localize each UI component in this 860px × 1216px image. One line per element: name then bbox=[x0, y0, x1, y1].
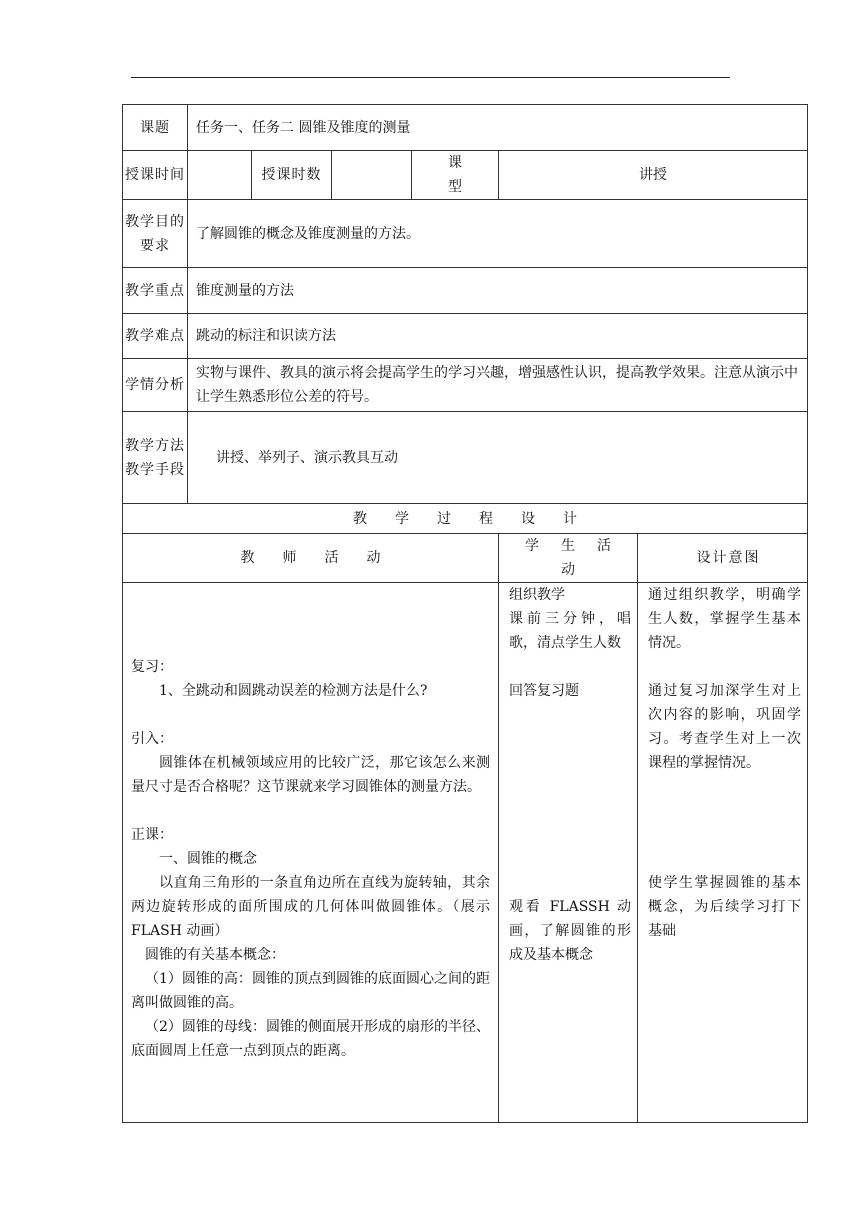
intro-label: 引入： bbox=[131, 731, 173, 747]
type-label: 课 型 bbox=[412, 151, 499, 200]
difficulty-label: 教学难点 bbox=[123, 314, 188, 359]
type-value: 讲授 bbox=[499, 151, 808, 200]
row-process-headers bbox=[123, 534, 808, 583]
row-method bbox=[123, 412, 808, 504]
lesson-plan-table bbox=[122, 104, 808, 1123]
objective-label: 教学目的要求 bbox=[123, 200, 188, 268]
method-value: 讲授、举列子、演示教具互动 bbox=[188, 412, 808, 504]
header-rule bbox=[131, 77, 730, 78]
student-activity bbox=[499, 583, 638, 1123]
time-value bbox=[188, 151, 252, 200]
basic-concepts-heading: 圆锥的有关基本概念： bbox=[145, 947, 285, 963]
student-item-2: 课前三分钟，唱歌，清点学生人数 bbox=[509, 611, 631, 651]
row-objective bbox=[123, 200, 808, 268]
row-process-title bbox=[123, 504, 808, 534]
topic-value: 任务一、任务二 圆锥及锥度的测量 bbox=[188, 105, 808, 151]
review-label: 复习： bbox=[131, 659, 173, 675]
intro-text: 圆锥体在机械领域应用的比较广泛，那它该怎么来测量尺寸是否合格呢？这节课就来学习圆锥体的测量方法。 bbox=[131, 755, 490, 795]
col-intent-header: 设计意图 bbox=[638, 534, 808, 583]
row-difficulty bbox=[123, 314, 808, 359]
row-analysis bbox=[123, 359, 808, 412]
col-student-header: 学生活动 bbox=[499, 534, 638, 583]
row-time bbox=[123, 151, 808, 200]
student-item-3: 回答复习题 bbox=[509, 683, 579, 699]
objective-value: 了解圆锥的概念及锥度测量的方法。 bbox=[188, 200, 808, 268]
intent-item-3: 使学生掌握圆锥的基本概念，为后续学习打下基础 bbox=[648, 875, 801, 939]
row-process-body bbox=[123, 583, 808, 1123]
concept-item-2: （2）圆锥的母线：圆锥的侧面展开形成的扇形的半径、底面圆周上任意一点到顶点的距离。 bbox=[131, 1019, 490, 1059]
review-question: 1、全跳动和圆跳动误差的检测方法是什么? bbox=[159, 683, 428, 699]
row-key bbox=[123, 268, 808, 314]
method-label: 教学方法教学手段 bbox=[123, 412, 188, 504]
concept-item-1: （1）圆锥的高：圆锥的顶点到圆锥的底面圆心之间的距离叫做圆锥的高。 bbox=[131, 971, 490, 1011]
key-label: 教学重点 bbox=[123, 268, 188, 314]
process-title: 教学过程设计 bbox=[123, 504, 808, 534]
row-topic bbox=[123, 105, 808, 151]
topic-label: 课题 bbox=[123, 105, 188, 151]
analysis-value: 实物与课件、教具的演示将会提高学生的学习兴趣，增强感性认识，提高教学效果。注意从演示中让学生熟悉形位公差的符号。 bbox=[188, 359, 808, 412]
teacher-activity bbox=[123, 583, 499, 1123]
section-heading: 一、圆锥的概念 bbox=[159, 851, 257, 867]
design-intent bbox=[638, 583, 808, 1123]
hours-label: 授课时数 bbox=[252, 151, 332, 200]
student-item-4: 观看 FLASSH 动画，了解圆锥的形成及基本概念 bbox=[509, 899, 631, 963]
cone-definition: 以直角三角形的一条直角边所在直线为旋转轴，其余两边旋转形成的面所围成的几何体叫做圆锥体。（展示 FLASH 动画） bbox=[131, 875, 490, 939]
student-item-1: 组织教学 bbox=[509, 587, 565, 603]
difficulty-value: 跳动的标注和识读方法 bbox=[188, 314, 808, 359]
intent-item-2: 通过复习加深学生对上次内容的影响，巩固学习。考查学生对上一次课程的掌握情况。 bbox=[648, 683, 801, 771]
analysis-label: 学情分析 bbox=[123, 359, 188, 412]
col-teacher-header: 教师活动 bbox=[123, 534, 499, 583]
time-label: 授课时间 bbox=[123, 151, 188, 200]
key-value: 锥度测量的方法 bbox=[188, 268, 808, 314]
intent-item-1: 通过组织教学，明确学生人数，掌握学生基本情况。 bbox=[648, 587, 801, 651]
main-label: 正课： bbox=[131, 827, 173, 843]
hours-value bbox=[332, 151, 412, 200]
